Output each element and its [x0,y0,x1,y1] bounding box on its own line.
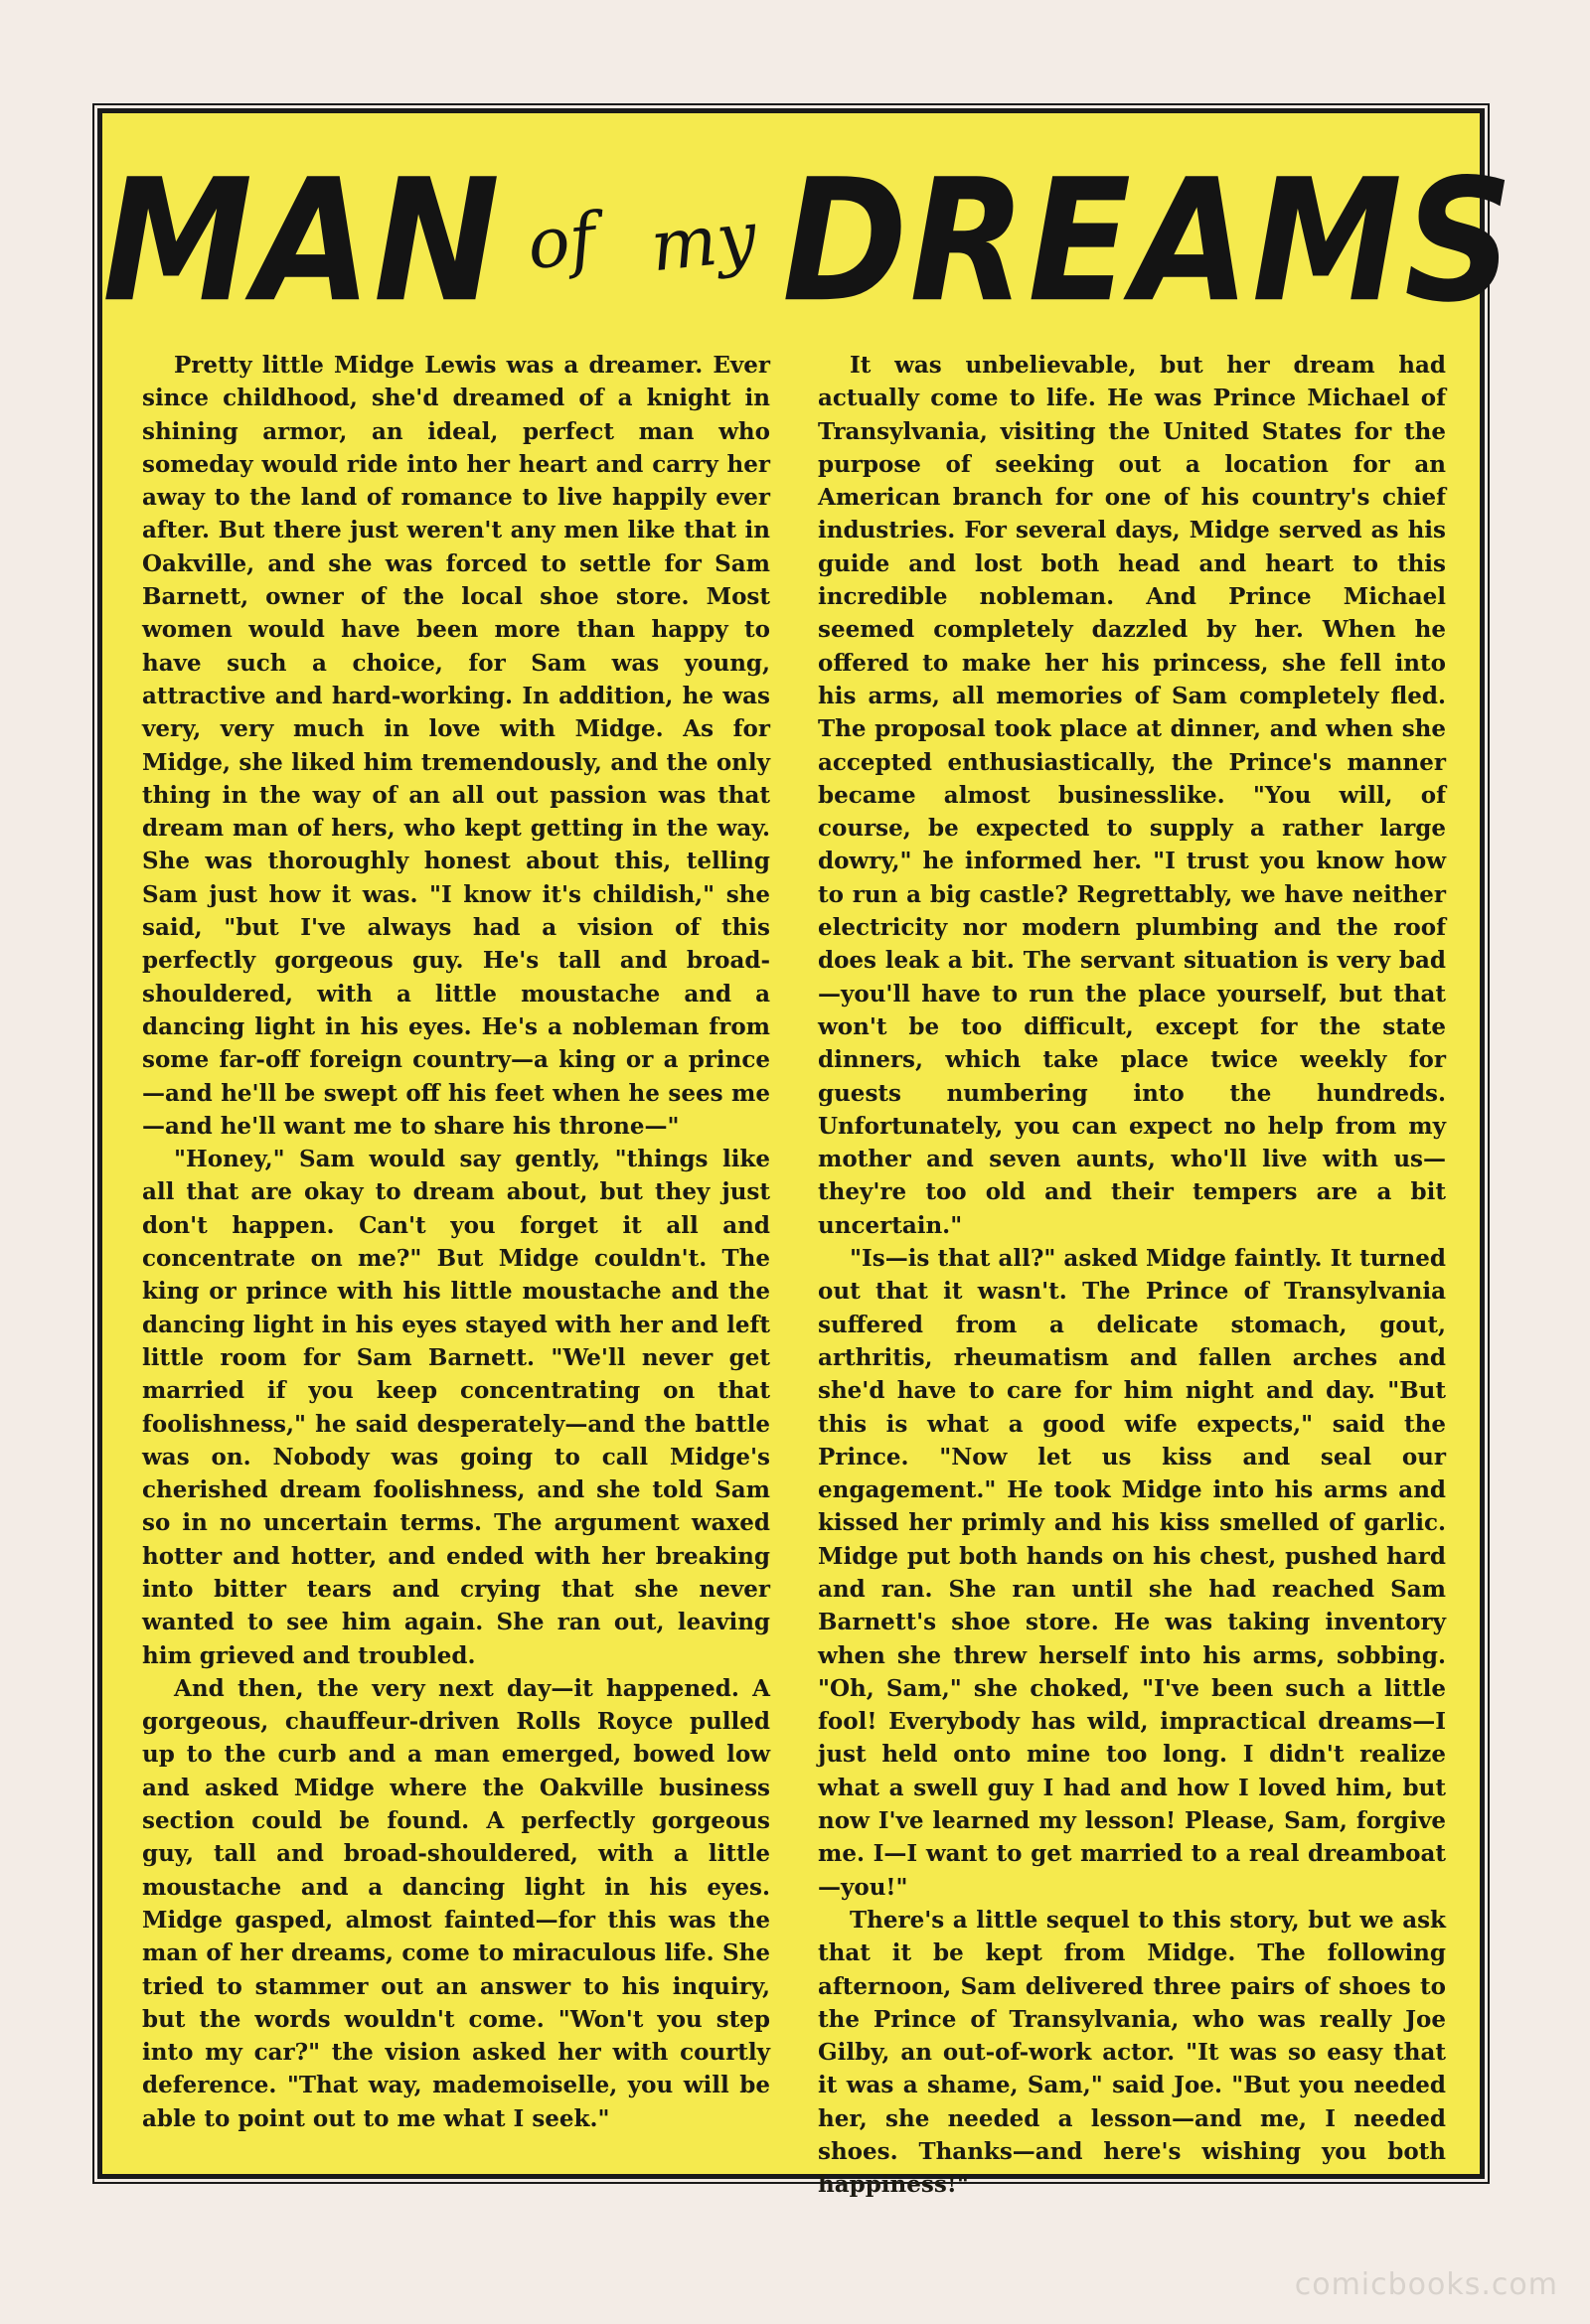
paragraph: "Is—is that all?" asked Midge faintly. It turned out that it wasn't. The Prince of Transylvania suffered from a delicate stomach, gout, arthritis, rheumatism and fallen arches and she'd have to care for him night and day. "But this is what a good wife expects," said the Prince. "Now let us kiss and seal our engagement." He took Midge into his arms and kissed her primly and his kiss smelled of garlic. Midge put both hands on his chest, pushed hard and ran. She ran until she had reached Sam Barnett's shoe store. He was taking inventory when she threw herself into his arms, sobbing. "Oh, Sam," she choked, "I've been such a little fool! Everybody has wild, impractical dreams—I just held onto mine too long. I didn't realize what a swell guy I had and how I loved him, but now I've learned my lesson! Please, Sam, forgive me. I—I want to get married to a real dreamboat—you!" [818,1245,1446,1901]
title-of: of [524,197,600,285]
title-my: my [647,195,761,287]
left-text-column [142,349,770,2135]
paragraph: Pretty little Midge Lewis was a dreamer. Ever since childhood, she'd dreamed of a knight in shining armor, an ideal, perfect man who someday would ride into her heart and carry her away to the land of romance to live happily ever after. But there just weren't any men like that in Oakville, and she was forced to settle for Sam Barnett, owner of the local shoe store. Most women would have been more than happy to have such a choice, for Sam was young, attractive and hard-working. In addition, he was very, very much in love with Midge. As for Midge, she liked him tremendously, and the only thing in the way of an all out passion was that dream man of hers, who kept getting in the way. She was thoroughly honest about this, telling Sam just how it was. "I know it's childish," she said, "but I've always had a vision of this perfectly gorgeous guy. He's tall and broad-shouldered, with a little moustache and a dancing light in his eyes. He's a nobleman from some far-off foreign country—a king or a prince—and he'll be swept off his feet when he sees me—and he'll want me to share his throne—" [142,352,770,1140]
right-text-column [818,349,1446,2202]
paragraph: And then, the very next day—it happened. A gorgeous, chauffeur-driven Rolls Royce pulled up to the curb and a man emerged, bowed low and asked Midge where the Oakville business section could be found. A perfectly gorgeous guy, tall and broad-shouldered, with a little moustache and a dancing light in his eyes. Midge gasped, almost fainted—for this was the man of her dreams, come to miraculous life. She tried to stammer out an answer to his inquiry, but the words wouldn't come. "Won't you step into my car?" the vision asked her with courtly deference. "That way, mademoiselle, you will be able to point out to me what I seek." [142,1674,770,2132]
story-panel [97,108,1515,2199]
title-dreams: DREAMS [782,142,1515,340]
site-watermark: comicbooks.com [1294,2267,1558,2302]
paragraph: There's a little sequel to this story, but we ask that it be kept from Midge. The following afternoon, Sam delivered three pairs of shoes to the Prince of Transylvania, who was really Joe Gilby, an out-of-work actor. "It was so easy that it was a shame, Sam," said Joe. "But you needed her, she needed a lesson—and me, I needed shoes. Thanks—and here's wishing you both happiness!" [818,1906,1446,2199]
paragraph: It was unbelievable, but her dream had actually come to life. He was Prince Michael of Transylvania, visiting the United States for the purpose of seeking out a location for an American branch for one of his country's chief industries. For several days, Midge served as his guide and lost both head and heart to this incredible nobleman. And Prince Michael seemed completely dazzled by her. When he offered to make her his princess, she fell into his arms, all memories of Sam completely fled. The proposal took place at dinner, and when she accepted enthusiastically, the Prince's manner became almost businesslike. "You will, of course, be expected to supply a rather large dowry," he informed her. "I trust you know how to run a big castle? Regrettably, we have neither electricity nor modern plumbing and the roof does leak a bit. The servant situation is very bad—you'll have to run the place yourself, but that won't be too difficult, except for the state dinners, which take place twice weekly for guests numbering into the hundreds. Unfortunately, you can expect no help from my mother and seven aunts, who'll live with us—they're too old and their tempers are a bit uncertain." [818,352,1446,1239]
paragraph: "Honey," Sam would say gently, "things like all that are okay to dream about, but they just don't happen. Can't you forget it all and concentrate on me?" But Midge couldn't. The king or prince with his little moustache and the dancing light in his eyes stayed with her and left little room for Sam Barnett. "We'll never get married if you keep concentrating on that foolishness," he said desperately—and the battle was on. Nobody was going to call Midge's cherished dream foolishness, and she told Sam so in no uncertain terms. The argument waxed hotter and hotter, and ended with her breaking into bitter tears and crying that she never wanted to see him again. She ran out, leaving him grieved and troubled. [142,1146,770,1669]
title-man: MAN [102,142,503,340]
story-title [102,142,1515,372]
